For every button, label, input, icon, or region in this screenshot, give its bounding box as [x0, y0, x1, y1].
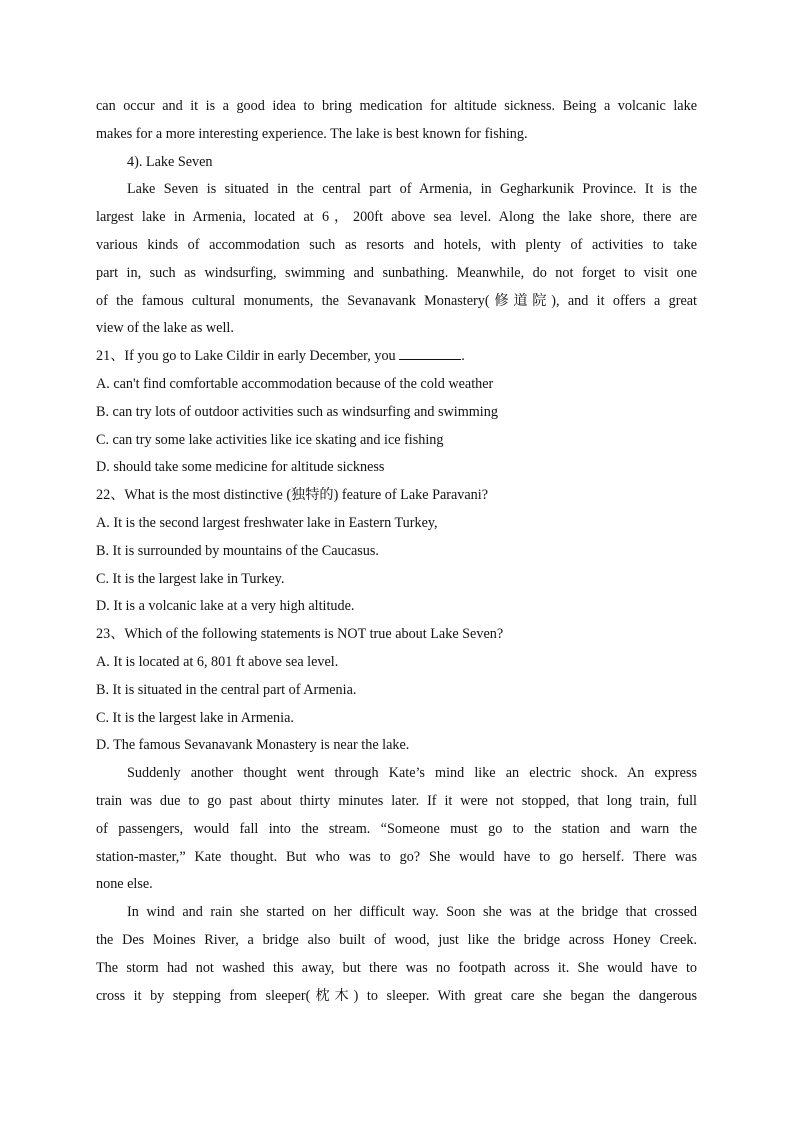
question-option: C. It is the largest lake in Armenia. [96, 709, 294, 726]
question-option: A. It is the second largest freshwater lake in Eastern Turkey, [96, 514, 438, 531]
question-stem-text: 21、If you go to Lake Cildir in early December, you [96, 348, 396, 365]
story-line: train was due to go past about thirty minutes later. If it were not stopped, that long train, full [96, 792, 697, 809]
question-22-stem: 22、What is the most distinctive (独特的) feature of Lake Paravani? [96, 487, 489, 504]
passage-line: Lake Seven is situated in the central part of Armenia, in Gegharkunik Province. It is the [127, 181, 697, 198]
question-option: C. It is the largest lake in Turkey. [96, 570, 285, 587]
story-line: In wind and rain she started on her difficult way. Soon she was at the bridge that crossed [127, 904, 697, 921]
question-option: D. It is a volcanic lake at a very high altitude. [96, 598, 355, 615]
question-23-stem: 23、Which of the following statements is NOT true about Lake Seven? [96, 626, 504, 643]
question-option: A. It is located at 6, 801 ft above sea level. [96, 653, 339, 670]
section-heading: 4). Lake Seven [127, 153, 213, 170]
passage-line: largest lake in Armenia, located at 6，200ft above sea level. Along the lake shore, there are [96, 209, 697, 226]
story-line: Suddenly another thought went through Kate’s mind like an electric shock. An express [127, 765, 697, 782]
passage-line: makes for a more interesting experience. The lake is best known for fishing. [96, 125, 528, 142]
question-stem-end: . [461, 348, 465, 365]
story-line: station-master,” Kate thought. But who was to go? She would have to go herself. There was [96, 848, 697, 865]
passage-line: can occur and it is a good idea to bring medication for altitude sickness. Being a volcanic lake [96, 98, 697, 114]
question-21-stem [96, 343, 697, 371]
passage-line: various kinds of accommodation such as resorts and hotels, with plenty of activities to take [96, 236, 697, 253]
story-line: none else. [96, 876, 153, 893]
passage-line: part in, such as windsurfing, swimming and sunbathing. Meanwhile, do not forget to visit one [96, 264, 697, 281]
question-option: A. can't find comfortable accommodation because of the cold weather [96, 375, 494, 392]
question-option: C. can try some lake activities like ice skating and ice fishing [96, 431, 444, 448]
passage-line: view of the lake as well. [96, 320, 234, 337]
story-line: cross it by stepping from sleeper(枕木) to sleeper. With great care she began the dangerous [96, 987, 697, 1004]
question-option: B. can try lots of outdoor activities such as windsurfing and swimming [96, 403, 498, 420]
question-option: D. The famous Sevanavank Monastery is near the lake. [96, 737, 410, 754]
document-body [96, 93, 697, 1010]
story-line: of passengers, would fall into the stream. “Someone must go to the station and warn the [96, 820, 697, 837]
story-line: the Des Moines River, a bridge also built of wood, just like the bridge across Honey Creek. [96, 931, 697, 948]
question-option: D. should take some medicine for altitude sickness [96, 459, 385, 476]
question-option: B. It is situated in the central part of Armenia. [96, 681, 357, 698]
passage-line: of the famous cultural monuments, the Sevanavank Monastery(修道院), and it offers a great [96, 292, 697, 309]
answer-blank [399, 345, 461, 360]
question-option: B. It is surrounded by mountains of the Caucasus. [96, 542, 379, 559]
story-line: The storm had not washed this away, but there was no footpath across it. She would have to [96, 959, 697, 976]
